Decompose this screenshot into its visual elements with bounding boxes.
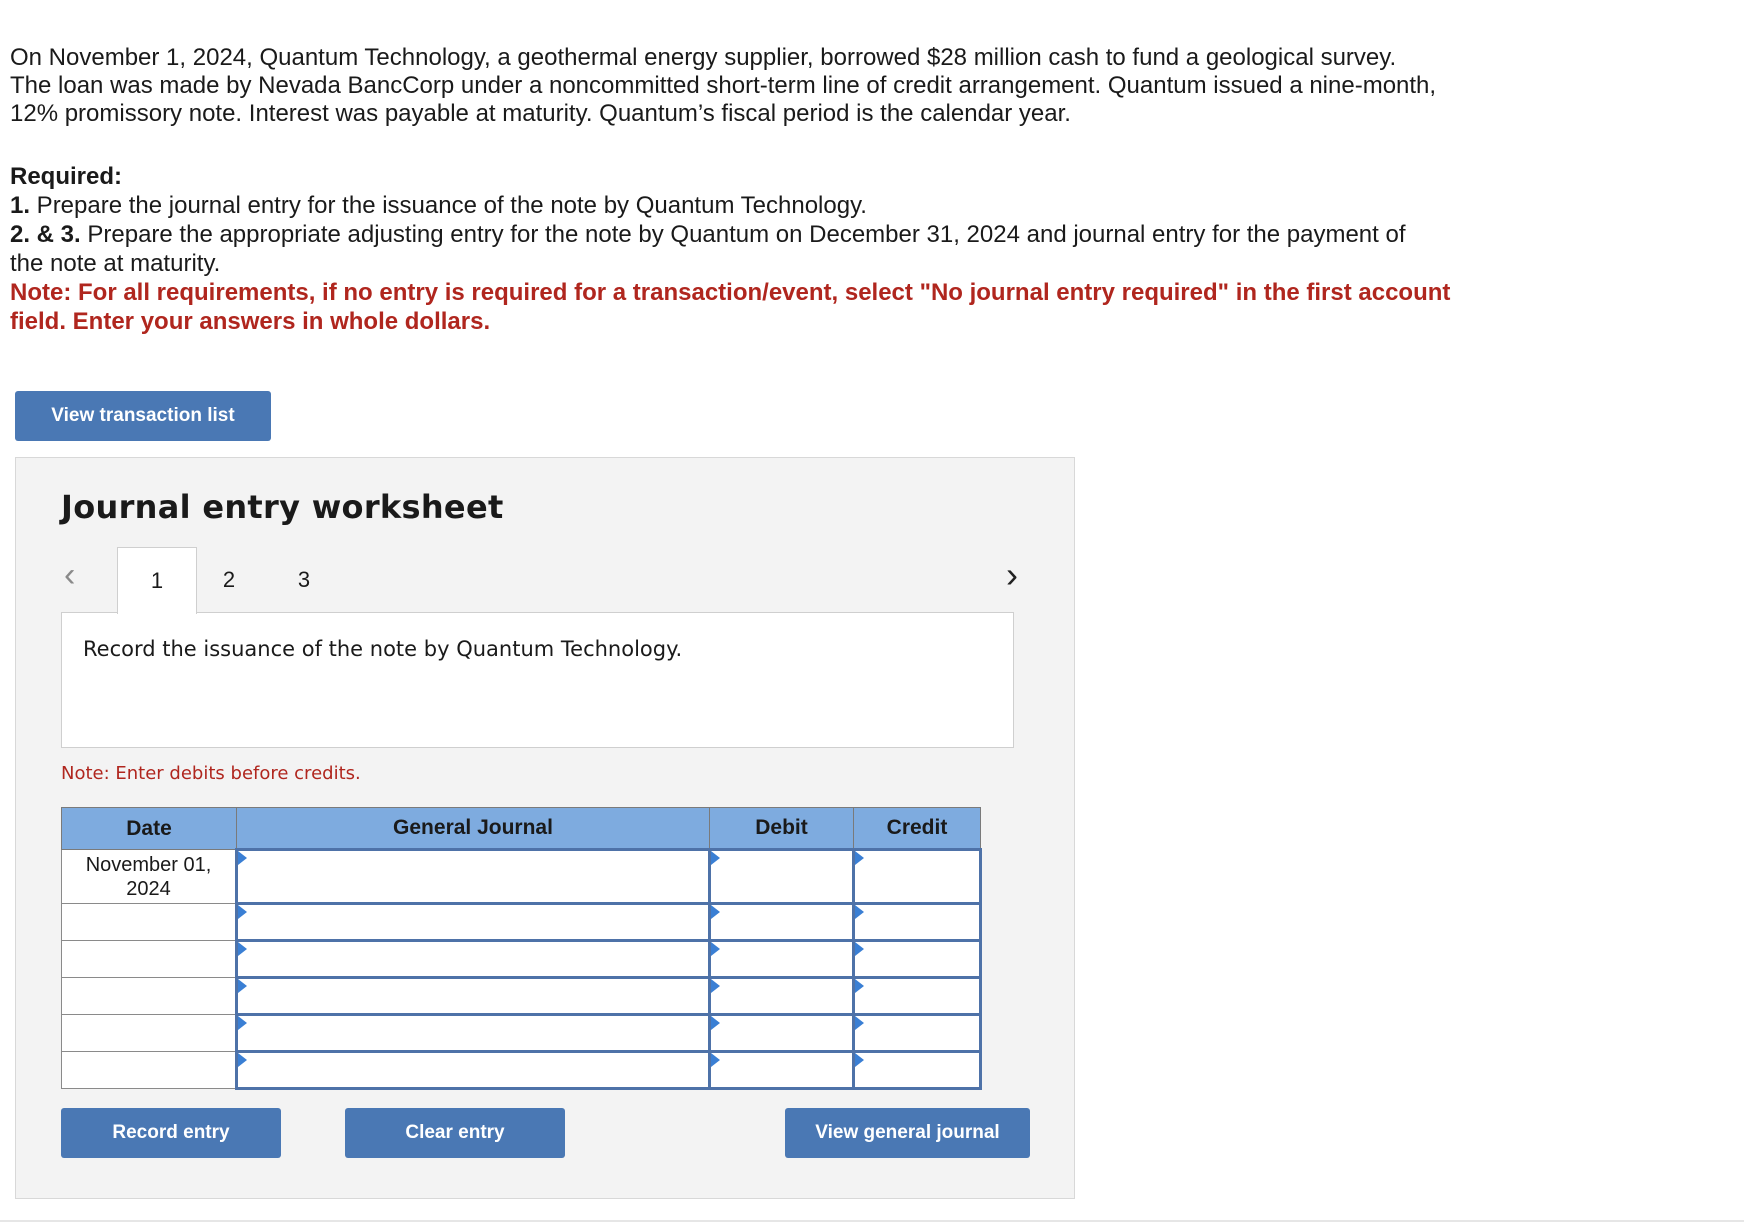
problem-line: 12% promissory note. Interest was payable at maturity. Quantum’s fiscal period is the calendar year. xyxy=(10,100,1071,127)
journal-entry-worksheet xyxy=(15,457,1075,1199)
date-cell xyxy=(62,1015,237,1052)
account-field[interactable] xyxy=(237,1052,710,1089)
entry-prompt-text: Record the issuance of the note by Quantum Technology. xyxy=(83,637,683,661)
record-entry-button[interactable]: Record entry xyxy=(61,1108,281,1158)
dropdown-marker-icon xyxy=(238,979,247,993)
clear-entry-button[interactable]: Clear entry xyxy=(345,1108,565,1158)
requirements-note-line: field. Enter your answers in whole dollars. xyxy=(10,308,491,335)
dropdown-marker-icon xyxy=(238,1016,247,1030)
dropdown-marker-icon xyxy=(711,942,720,956)
dropdown-marker-icon xyxy=(711,905,720,919)
table-row xyxy=(62,941,981,978)
column-header-credit: Credit xyxy=(854,808,981,850)
dropdown-marker-icon xyxy=(711,1053,720,1067)
dropdown-marker-icon xyxy=(711,851,720,865)
requirement-number: 1. xyxy=(10,192,31,219)
tab-entry-2[interactable]: 2 xyxy=(222,567,236,592)
requirement-text: Prepare the appropriate adjusting entry for the note by Quantum on December 31, 2024 and journal entry for the payment of xyxy=(80,221,1406,248)
dropdown-marker-icon xyxy=(855,851,864,865)
credit-field[interactable] xyxy=(854,1052,981,1089)
dropdown-marker-icon xyxy=(238,1053,247,1067)
dropdown-marker-icon xyxy=(855,1016,864,1030)
worksheet-title: Journal entry worksheet xyxy=(61,488,504,526)
date-cell xyxy=(62,904,237,941)
problem-line: The loan was made by Nevada BancCorp under a noncommitted short-term line of credit arrangement. Quantum issued a nine-month, xyxy=(10,72,1437,99)
dropdown-marker-icon xyxy=(238,851,247,865)
problem-line: On November 1, 2024, Quantum Technology, a geothermal energy supplier, borrowed $28 million cash to fund a geological survey. xyxy=(10,44,1397,71)
divider xyxy=(0,1220,1744,1222)
column-header-general-journal: General Journal xyxy=(237,808,710,850)
chevron-left-icon[interactable]: ‹ xyxy=(64,556,76,594)
view-general-journal-button[interactable]: View general journal xyxy=(785,1108,1030,1158)
credit-field[interactable] xyxy=(854,850,981,904)
column-header-date: Date xyxy=(62,808,237,850)
date-text: November 01, xyxy=(85,853,212,876)
date-cell xyxy=(62,850,237,904)
date-cell xyxy=(62,1052,237,1089)
column-header-debit: Debit xyxy=(710,808,854,850)
dropdown-marker-icon xyxy=(855,979,864,993)
requirement-2-3 xyxy=(10,220,1510,249)
table-header-row xyxy=(62,808,981,850)
journal-table xyxy=(61,807,982,1090)
problem-statement xyxy=(10,44,1510,128)
table-row xyxy=(62,850,981,904)
debit-field[interactable] xyxy=(710,978,854,1015)
table-row xyxy=(62,978,981,1015)
tab-entry-3[interactable]: 3 xyxy=(297,567,311,592)
table-row xyxy=(62,904,981,941)
debit-field[interactable] xyxy=(710,941,854,978)
account-field[interactable] xyxy=(237,850,710,904)
dropdown-marker-icon xyxy=(855,1053,864,1067)
requirement-text: Prepare the journal entry for the issuance of the note by Quantum Technology. xyxy=(30,192,867,219)
date-year: 2024 xyxy=(126,877,171,900)
chevron-right-icon[interactable]: › xyxy=(1006,554,1018,595)
debit-field[interactable] xyxy=(710,1015,854,1052)
table-row xyxy=(62,1015,981,1052)
dropdown-marker-icon xyxy=(238,942,247,956)
requirements xyxy=(10,162,1510,336)
dropdown-marker-icon xyxy=(238,905,247,919)
credit-field[interactable] xyxy=(854,978,981,1015)
tab-entry-1[interactable]: 1 xyxy=(117,547,197,614)
date-cell xyxy=(62,941,237,978)
debits-note: Note: Enter debits before credits. xyxy=(61,763,361,784)
debit-field[interactable] xyxy=(710,904,854,941)
account-field[interactable] xyxy=(237,941,710,978)
dropdown-marker-icon xyxy=(711,1016,720,1030)
requirement-number: 2. & 3. xyxy=(10,221,81,248)
requirements-note-line: Note: For all requirements, if no entry is required for a transaction/event, select "No journal entry required" in the first account xyxy=(10,279,1451,306)
table-row xyxy=(62,1052,981,1089)
account-field[interactable] xyxy=(237,904,710,941)
credit-field[interactable] xyxy=(854,941,981,978)
account-field[interactable] xyxy=(237,1015,710,1052)
required-heading: Required: xyxy=(10,163,123,190)
date-cell xyxy=(62,978,237,1015)
requirement-1 xyxy=(10,191,1510,220)
account-field[interactable] xyxy=(237,978,710,1015)
dropdown-marker-icon xyxy=(855,942,864,956)
debit-field[interactable] xyxy=(710,1052,854,1089)
requirement-text-cont: the note at maturity. xyxy=(10,250,221,277)
credit-field[interactable] xyxy=(854,904,981,941)
dropdown-marker-icon xyxy=(711,979,720,993)
debit-field[interactable] xyxy=(710,850,854,904)
entry-prompt xyxy=(61,612,1014,748)
view-transaction-list-button[interactable]: View transaction list xyxy=(15,391,271,441)
credit-field[interactable] xyxy=(854,1015,981,1052)
dropdown-marker-icon xyxy=(855,905,864,919)
